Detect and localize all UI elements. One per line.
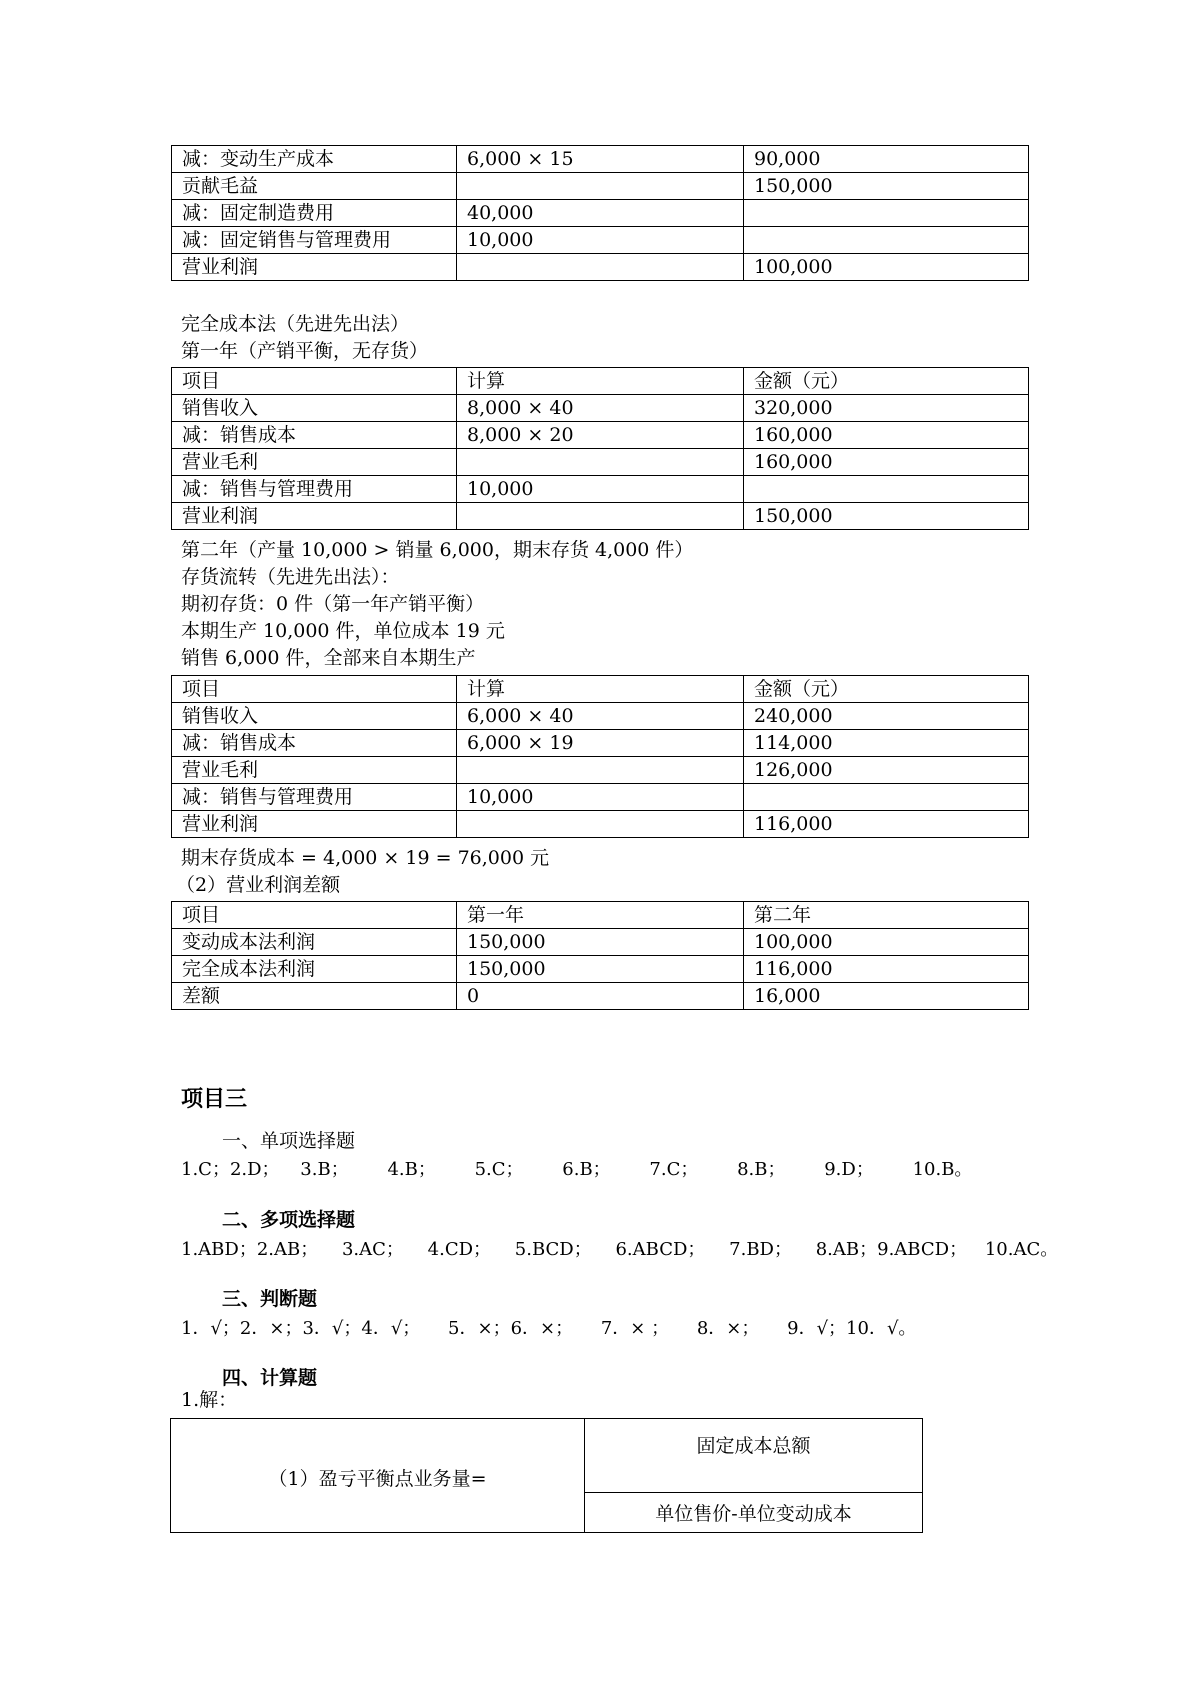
answer-item: 7.C； bbox=[649, 1159, 699, 1180]
table-row bbox=[172, 227, 1029, 254]
table-row bbox=[172, 146, 1029, 173]
project3-heading: 项目三 bbox=[181, 1086, 248, 1112]
table-cell: 160,000 bbox=[744, 449, 1029, 476]
table-header-row bbox=[172, 368, 1029, 395]
table-cell: 营业利润 bbox=[172, 503, 457, 530]
formula-denominator: 单位售价-单位变动成本 bbox=[585, 1493, 923, 1533]
table-row bbox=[172, 173, 1029, 200]
answer-item: 4.B； bbox=[387, 1159, 436, 1180]
solution-label: 1.解： bbox=[181, 1389, 238, 1411]
table-cell: 90,000 bbox=[744, 146, 1029, 173]
table-row bbox=[172, 200, 1029, 227]
year2-title: 第二年（产量 10,000 > 销量 6,000，期末存货 4,000 件） bbox=[181, 539, 694, 561]
table-row bbox=[172, 503, 1029, 530]
answer-item: 10.AC。 bbox=[984, 1239, 1059, 1260]
table-cell: 减：销售与管理费用 bbox=[172, 784, 457, 811]
formula-numerator: 固定成本总额 bbox=[585, 1419, 923, 1493]
column-header: 金额（元） bbox=[744, 368, 1029, 395]
opening-inventory: 期初存货：0 件（第一年产销平衡） bbox=[181, 593, 485, 615]
table-cell: 116,000 bbox=[744, 956, 1029, 983]
answer-item: 8．×； bbox=[696, 1318, 760, 1339]
answer-item: 5．×；6．×； bbox=[448, 1318, 574, 1339]
table-cell: 16,000 bbox=[744, 983, 1029, 1010]
answer-item: 9．√；10．√。 bbox=[787, 1318, 917, 1339]
table-row bbox=[172, 811, 1029, 838]
absorption-costing-year2-table bbox=[171, 675, 1029, 838]
answer-item: 3.AC； bbox=[341, 1239, 404, 1260]
table-cell: 8,000 × 40 bbox=[457, 395, 744, 422]
column-header: 第二年 bbox=[744, 902, 1029, 929]
table-cell: 10,000 bbox=[457, 476, 744, 503]
answer-item: 7.BD； bbox=[729, 1239, 792, 1260]
table-cell: 减：固定制造费用 bbox=[172, 200, 457, 227]
table-cell: 100,000 bbox=[744, 254, 1029, 281]
table-cell: 减：销售成本 bbox=[172, 730, 457, 757]
table-row bbox=[172, 730, 1029, 757]
table-cell bbox=[457, 449, 744, 476]
answer-item: 10.B。 bbox=[912, 1159, 973, 1180]
year1-title: 第一年（产销平衡，无存货） bbox=[181, 340, 429, 362]
table-cell: 0 bbox=[457, 983, 744, 1010]
table-cell: 完全成本法利润 bbox=[172, 956, 457, 983]
table-row bbox=[172, 254, 1029, 281]
inventory-flow-label: 存货流转（先进先出法）： bbox=[181, 566, 400, 588]
answer-item: 5.BCD； bbox=[514, 1239, 592, 1260]
profit-comparison-table bbox=[171, 901, 1029, 1010]
table-row bbox=[172, 784, 1029, 811]
table-cell: 6,000 × 15 bbox=[457, 146, 744, 173]
table-row bbox=[172, 449, 1029, 476]
table-row bbox=[172, 422, 1029, 449]
absorption-costing-title: 完全成本法（先进先出法） bbox=[181, 313, 410, 335]
table-cell: 320,000 bbox=[744, 395, 1029, 422]
table-cell: 减：销售与管理费用 bbox=[172, 476, 457, 503]
table-cell: 40,000 bbox=[457, 200, 744, 227]
column-header: 项目 bbox=[172, 902, 457, 929]
answer-item: 1.C；2.D； bbox=[181, 1159, 280, 1180]
answer-item: 1.ABD；2.AB； bbox=[181, 1239, 319, 1260]
table-cell bbox=[744, 784, 1029, 811]
calculation-heading: 四、计算题 bbox=[222, 1367, 318, 1389]
table-cell bbox=[457, 173, 744, 200]
column-header: 项目 bbox=[172, 368, 457, 395]
answer-item: 1．√；2．×；3．√；4．√； bbox=[181, 1318, 421, 1339]
table-cell: 差额 bbox=[172, 983, 457, 1010]
table-cell: 150,000 bbox=[744, 173, 1029, 200]
table-cell: 150,000 bbox=[457, 956, 744, 983]
table-cell: 10,000 bbox=[457, 784, 744, 811]
table-cell: 114,000 bbox=[744, 730, 1029, 757]
table-cell: 销售收入 bbox=[172, 703, 457, 730]
table-cell bbox=[744, 476, 1029, 503]
table-cell: 6,000 × 40 bbox=[457, 703, 744, 730]
table-cell bbox=[744, 227, 1029, 254]
variable-costing-year2-table bbox=[171, 145, 1029, 281]
table-cell: 减：变动生产成本 bbox=[172, 146, 457, 173]
answer-item: 6.B； bbox=[562, 1159, 611, 1180]
table-cell bbox=[457, 503, 744, 530]
judgment-answers bbox=[181, 1314, 916, 1340]
sales-source: 销售 6,000 件，全部来自本期生产 bbox=[181, 647, 476, 669]
table-cell: 营业利润 bbox=[172, 811, 457, 838]
single-choice-heading: 一、单项选择题 bbox=[222, 1130, 356, 1152]
column-header: 第一年 bbox=[457, 902, 744, 929]
table-row bbox=[172, 929, 1029, 956]
table-cell: 贡献毛益 bbox=[172, 173, 457, 200]
table-cell: 8,000 × 20 bbox=[457, 422, 744, 449]
column-header: 计算 bbox=[457, 368, 744, 395]
answer-item: 8.B； bbox=[737, 1159, 786, 1180]
table-cell: 116,000 bbox=[744, 811, 1029, 838]
table-cell bbox=[457, 757, 744, 784]
table-row bbox=[172, 476, 1029, 503]
profit-difference-title: （2）营业利润差额 bbox=[176, 874, 341, 896]
answer-item: 6.ABCD； bbox=[615, 1239, 706, 1260]
table-cell: 150,000 bbox=[744, 503, 1029, 530]
table-row bbox=[172, 395, 1029, 422]
absorption-costing-year1-table bbox=[171, 367, 1029, 530]
table-cell: 销售收入 bbox=[172, 395, 457, 422]
judgment-heading: 三、判断题 bbox=[222, 1288, 318, 1310]
answer-item: 7．× ； bbox=[600, 1318, 670, 1339]
table-row bbox=[172, 757, 1029, 784]
table-cell: 10,000 bbox=[457, 227, 744, 254]
multi-choice-answers bbox=[181, 1235, 1058, 1261]
table-row bbox=[172, 703, 1029, 730]
answer-item: 8.AB；9.ABCD； bbox=[815, 1239, 968, 1260]
table-row bbox=[172, 983, 1029, 1010]
answer-item: 9.D； bbox=[824, 1159, 874, 1180]
table-cell: 减：固定销售与管理费用 bbox=[172, 227, 457, 254]
table-row bbox=[172, 956, 1029, 983]
break-even-formula-table bbox=[170, 1418, 923, 1533]
table-cell: 营业毛利 bbox=[172, 757, 457, 784]
formula-left-cell: （1）盈亏平衡点业务量= bbox=[171, 1419, 585, 1533]
answer-item: 5.C； bbox=[474, 1159, 524, 1180]
table-cell: 变动成本法利润 bbox=[172, 929, 457, 956]
table-cell bbox=[457, 254, 744, 281]
single-choice-answers bbox=[181, 1155, 972, 1181]
column-header: 计算 bbox=[457, 676, 744, 703]
ending-inventory-cost: 期末存货成本 = 4,000 × 19 = 76,000 元 bbox=[181, 847, 550, 869]
multi-choice-heading: 二、多项选择题 bbox=[222, 1209, 356, 1231]
table-cell: 100,000 bbox=[744, 929, 1029, 956]
table-header-row bbox=[172, 676, 1029, 703]
table-cell bbox=[744, 200, 1029, 227]
table-cell: 6,000 × 19 bbox=[457, 730, 744, 757]
table-cell: 减：销售成本 bbox=[172, 422, 457, 449]
answer-item: 3.B； bbox=[300, 1159, 349, 1180]
column-header: 金额（元） bbox=[744, 676, 1029, 703]
table-header-row bbox=[172, 902, 1029, 929]
column-header: 项目 bbox=[172, 676, 457, 703]
table-cell: 240,000 bbox=[744, 703, 1029, 730]
current-production: 本期生产 10,000 件，单位成本 19 元 bbox=[181, 620, 505, 642]
table-cell: 营业利润 bbox=[172, 254, 457, 281]
table-cell: 营业毛利 bbox=[172, 449, 457, 476]
table-cell bbox=[457, 811, 744, 838]
table-cell: 126,000 bbox=[744, 757, 1029, 784]
table-cell: 150,000 bbox=[457, 929, 744, 956]
table-cell: 160,000 bbox=[744, 422, 1029, 449]
answer-item: 4.CD； bbox=[427, 1239, 492, 1260]
